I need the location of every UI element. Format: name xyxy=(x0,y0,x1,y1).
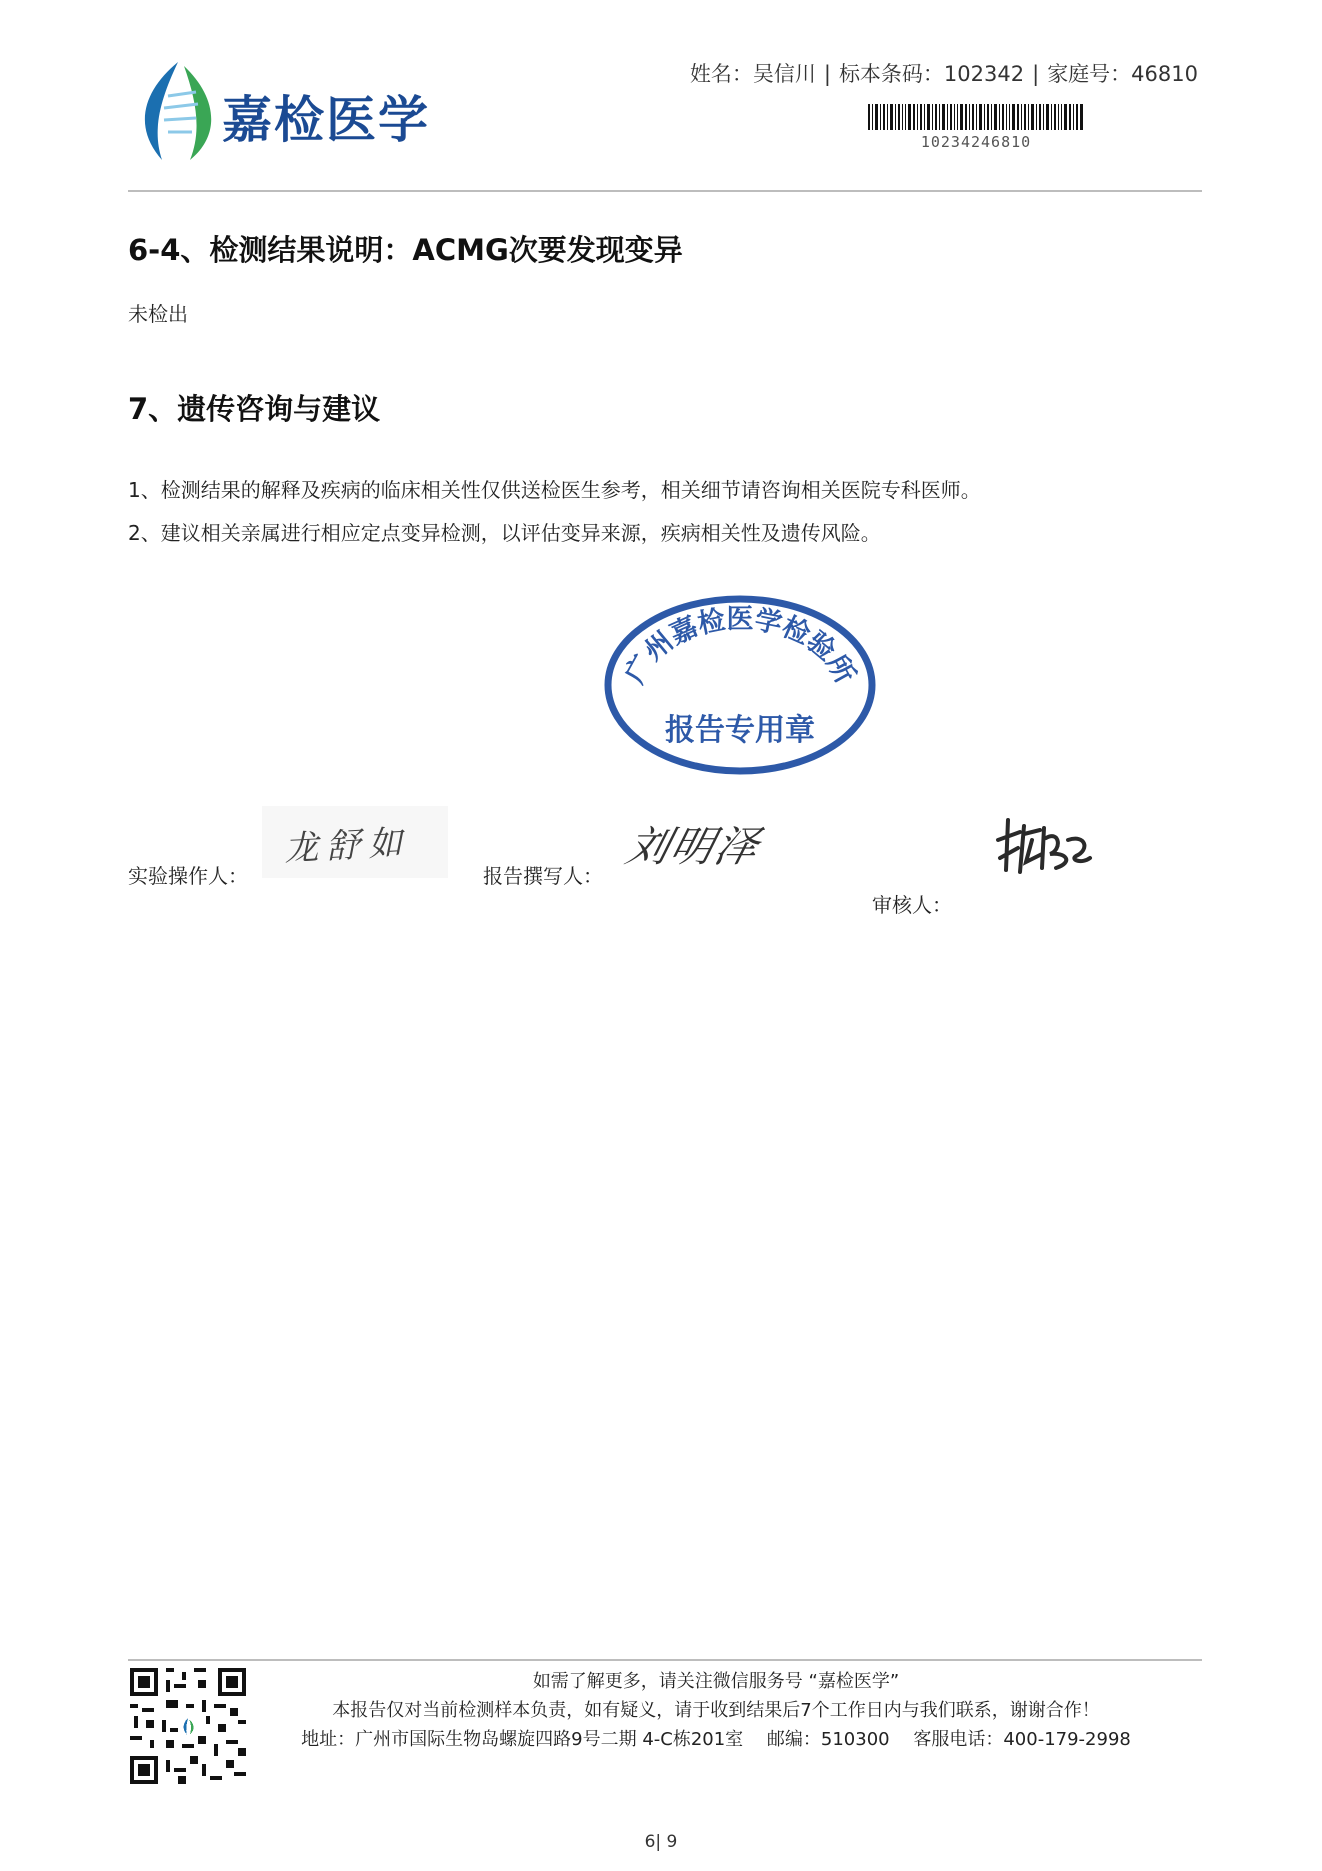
operator-signature-box xyxy=(262,806,448,878)
seal-inner-text: 报告专用章 xyxy=(665,713,815,748)
acmg-result: 未检出 xyxy=(128,302,188,326)
barcode-number: 10234246810 xyxy=(920,133,1032,151)
patient-name: 姓名：吴信川 xyxy=(689,62,816,86)
separator: | xyxy=(1032,62,1040,86)
footer-divider xyxy=(128,1659,1202,1661)
separator: | xyxy=(823,62,831,86)
operator-signature: 龙舒如 xyxy=(283,822,412,870)
counseling-item: 1、检测结果的解释及疾病的临床相关性仅供送检医生参考，相关细节请咨询相关医院专科医师。 xyxy=(128,478,981,502)
writer-signature-box xyxy=(618,810,808,882)
writer-label: 报告撰写人： xyxy=(483,864,603,888)
section-heading-counseling: 7、遗传咨询与建议 xyxy=(128,392,381,426)
dna-leaf-icon xyxy=(126,56,236,166)
footer-wechat-note: 如需了解更多，请关注微信服务号 “嘉检医学” xyxy=(532,1671,900,1692)
section-heading-acmg: 6-4、检测结果说明：ACMG次要发现变异 xyxy=(128,233,683,267)
reviewer-signature xyxy=(990,810,1100,886)
page-number: 6| 9 xyxy=(644,1832,678,1852)
writer-signature: 刘明泽 xyxy=(621,822,766,871)
barcode-graphic xyxy=(868,104,1084,130)
family-number: 家庭号：46810 xyxy=(1047,62,1198,86)
header-divider xyxy=(128,190,1202,192)
counseling-item: 2、建议相关亲属进行相应定点变异检测，以评估变异来源，疾病相关性及遗传风险。 xyxy=(128,521,881,545)
official-seal xyxy=(600,590,880,780)
logo-text: 嘉检医学 xyxy=(222,91,430,149)
wechat-qr-code xyxy=(130,1668,246,1784)
sample-barcode-label: 标本条码：102342 xyxy=(838,62,1025,86)
footer-disclaimer: 本报告仅对当前检测样本负责，如有疑义，请于收到结果后7个工作日内与我们联系，谢谢合作！ xyxy=(332,1700,1100,1721)
reviewer-label: 审核人： xyxy=(872,893,952,917)
seal-outer-text: 广州嘉检医学检验所 xyxy=(619,604,861,689)
patient-info xyxy=(690,58,1198,88)
footer-address: 地址：广州市国际生物岛螺旋四路9号二期 4-C栋201室 邮编：510300 客服电话：400-179-2998 xyxy=(301,1729,1131,1750)
operator-label: 实验操作人： xyxy=(128,864,248,888)
